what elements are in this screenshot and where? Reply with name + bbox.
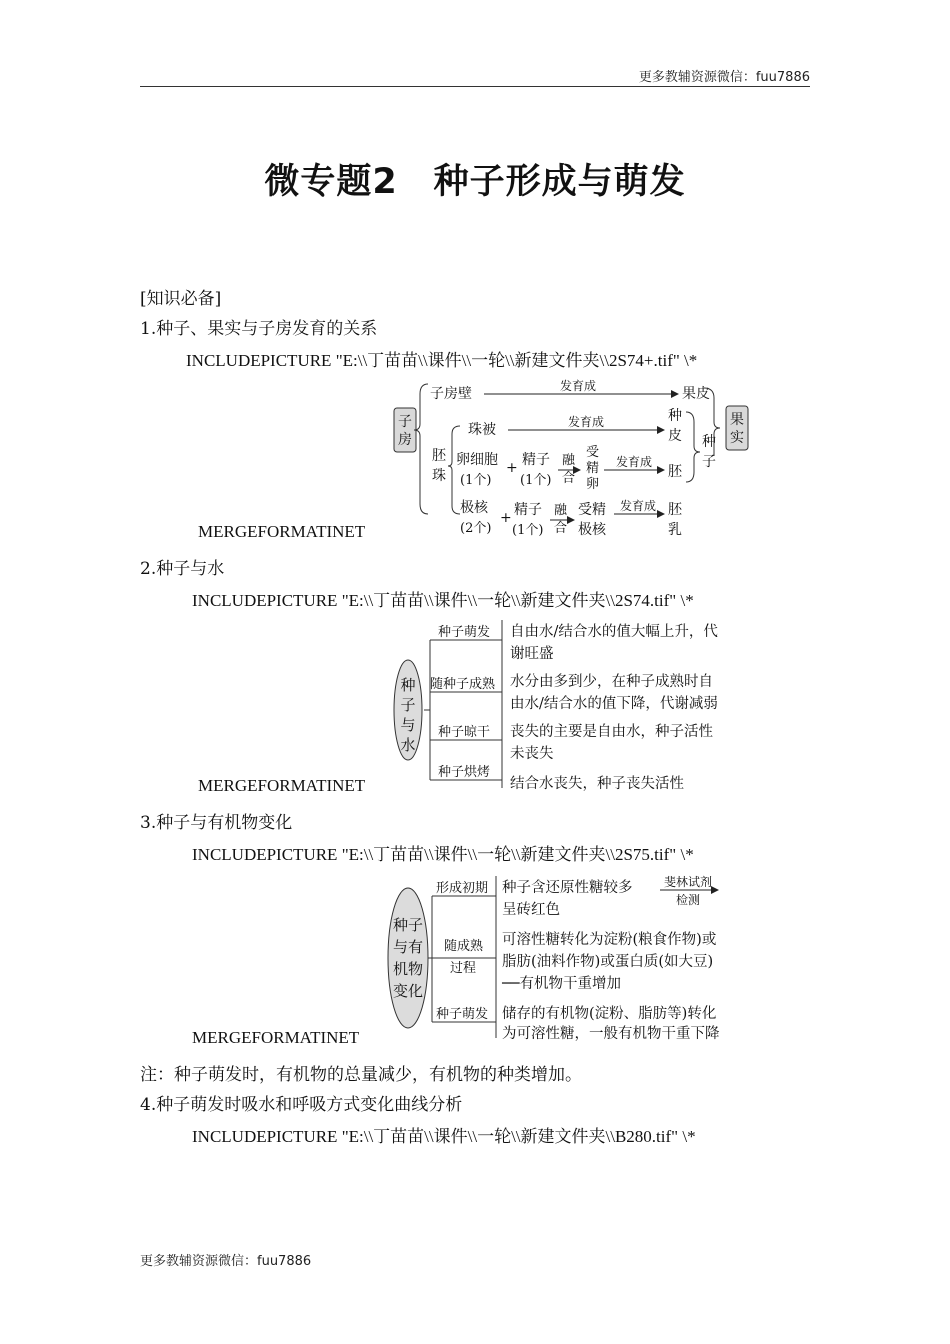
header-text: 更多教辅资源微信：fuu7886	[638, 70, 810, 85]
d3-row3-label: 种子萌发	[436, 1007, 489, 1022]
d1-zifang-1: 子	[398, 414, 412, 430]
item-1-merge-field: MERGEFORMATINET	[198, 522, 366, 541]
d3-center-4: 变化	[392, 982, 424, 1000]
d1-peiru-2: 乳	[668, 522, 682, 538]
diagram-seed-water	[390, 616, 760, 796]
d1-zhongzi-2: 子	[702, 454, 716, 470]
item-3-merge-field: MERGEFORMATINET	[192, 1028, 360, 1047]
d3-row2-line3: ──有机物干重增加	[502, 976, 621, 992]
d1-jihe: 极核	[460, 500, 488, 516]
d1-plus-1: +	[506, 460, 518, 476]
d3-row1-label: 形成初期	[436, 881, 489, 896]
diagram-seed-organic	[386, 872, 760, 1046]
d1-fayucheng-2: 发育成	[567, 415, 605, 429]
d1-guopi: 果皮	[682, 386, 710, 402]
d1-zhongzi-1: 种	[702, 434, 716, 450]
d1-peizhu-1: 胚	[432, 448, 446, 464]
d1-ronghe-2a: 融	[554, 503, 568, 518]
d2-row3-label: 种子晾干	[438, 725, 491, 740]
d1-jingzi-2: 精子	[514, 502, 542, 518]
d3-center-3: 机物	[392, 960, 424, 978]
d1-peizhu-2: 珠	[432, 468, 446, 484]
d1-sjjh-2: 极核	[578, 522, 606, 538]
d2-center-3: 与	[400, 716, 416, 734]
d1-peiru-1: 胚	[668, 502, 682, 518]
diagram-seed-fruit-ovary	[388, 376, 760, 540]
d1-fayucheng-3: 发育成	[615, 455, 653, 469]
d1-one-ge-1: (1个)	[460, 473, 492, 488]
d3-arrow-bottom: 检测	[675, 893, 701, 907]
d2-center-4: 水	[400, 736, 416, 754]
note-text: 注：种子萌发时，有机物的总量减少，有机物的种类增加。	[140, 1065, 582, 1085]
d3-row1-line2: 呈砖红色	[502, 902, 560, 918]
d3-center-1: 种子	[392, 916, 424, 934]
d1-fayucheng-4: 发育成	[619, 499, 657, 513]
d1-ronghe-1b: 合	[562, 471, 576, 486]
d2-row4-line1: 结合水丧失，种子丧失活性	[510, 776, 684, 792]
d1-zhubei: 珠被	[468, 422, 496, 438]
d1-sjl-2: 精	[586, 461, 600, 476]
d1-ronghe-1a: 融	[562, 453, 576, 468]
item-2-heading: 2.种子与水	[140, 559, 225, 579]
d2-row3-line2: 未丧失	[510, 746, 554, 762]
d2-row1-line1: 自由水/结合水的值大幅上升，代	[510, 624, 718, 640]
d1-ronghe-2b: 合	[554, 521, 568, 536]
d1-sjl-1: 受	[586, 445, 600, 460]
d2-row1-line2: 谢旺盛	[510, 646, 554, 662]
d2-center-2: 子	[400, 696, 416, 714]
d1-guoshi-2: 实	[730, 430, 744, 446]
footer-text: 更多教辅资源微信：fuu7886	[140, 1254, 312, 1269]
d3-row1-line1: 种子含还原性糖较多	[502, 880, 633, 896]
d1-zifangbi: 子房壁	[430, 386, 472, 402]
d1-sjjh-1: 受精	[578, 502, 606, 518]
d1-plus-2: +	[500, 510, 512, 526]
d2-row4-label: 种子烘烤	[438, 765, 491, 780]
d3-center-2: 与有	[392, 938, 424, 956]
d3-row3-line2: 为可溶性糖，一般有机物干重下降	[502, 1026, 720, 1042]
item-2-merge-field: MERGEFORMATINET	[198, 776, 366, 795]
d2-row2-line2: 由水/结合水的值下降，代谢减弱	[510, 696, 718, 712]
d1-jingzi-1: 精子	[522, 452, 550, 468]
d1-sjl-3: 卵	[586, 477, 600, 492]
d3-arrow-top: 斐林试剂	[663, 875, 713, 889]
header-divider	[140, 86, 810, 87]
d1-zhongpi-2: 皮	[668, 428, 682, 444]
d1-luanxibao: 卵细胞	[456, 452, 498, 468]
d2-center-1: 种	[400, 676, 416, 694]
d1-zhongpi-1: 种	[668, 408, 682, 424]
d2-row3-line1: 丧失的主要是自由水，种子活性	[510, 724, 713, 740]
d1-pei: 胚	[668, 464, 682, 480]
d3-row2-line2: 脂肪(油料作物)或蛋白质(如大豆)	[502, 954, 714, 970]
d2-row1-label: 种子萌发	[438, 625, 491, 640]
item-4-heading: 4.种子萌发时吸水和呼吸方式变化曲线分析	[140, 1095, 463, 1115]
d1-fayucheng-1: 发育成	[559, 379, 597, 393]
d2-row2-label: 随种子成熟	[430, 677, 496, 692]
page-title: 微专题2 种子形成与萌发	[264, 162, 686, 202]
d1-one-ge-3: (1个)	[512, 523, 544, 538]
item-3-include-field: INCLUDEPICTURE "E:\\丁苗苗\\课件\\一轮\\新建文件夹\\2S75.tif" \*	[192, 845, 694, 864]
d1-zifang-2: 房	[398, 432, 412, 448]
section-label: [知识必备]	[140, 289, 222, 309]
item-4-include-field: INCLUDEPICTURE "E:\\丁苗苗\\课件\\一轮\\新建文件夹\\B280.tif" \*	[192, 1127, 696, 1146]
item-2-include-field: INCLUDEPICTURE "E:\\丁苗苗\\课件\\一轮\\新建文件夹\\2S74.tif" \*	[192, 591, 694, 610]
d3-row2-label-1: 随成熟	[444, 939, 484, 954]
d3-row3-line1: 储存的有机物(淀粉、脂肪等)转化	[502, 1006, 717, 1022]
d2-row2-line1: 水分由多到少，在种子成熟时自	[510, 674, 713, 690]
item-1-heading: 1.种子、果实与子房发育的关系	[140, 319, 378, 339]
item-1-include-field: INCLUDEPICTURE "E:\\丁苗苗\\课件\\一轮\\新建文件夹\\2S74+.tif" \*	[186, 351, 698, 370]
d3-row2-label-2: 过程	[450, 961, 477, 976]
d1-guoshi-1: 果	[730, 412, 744, 428]
d1-two-ge: (2个)	[460, 521, 492, 536]
d1-one-ge-2: (1个)	[520, 473, 552, 488]
d3-row2-line1: 可溶性糖转化为淀粉(粮食作物)或	[502, 932, 717, 948]
item-3-heading: 3.种子与有机物变化	[140, 813, 293, 833]
